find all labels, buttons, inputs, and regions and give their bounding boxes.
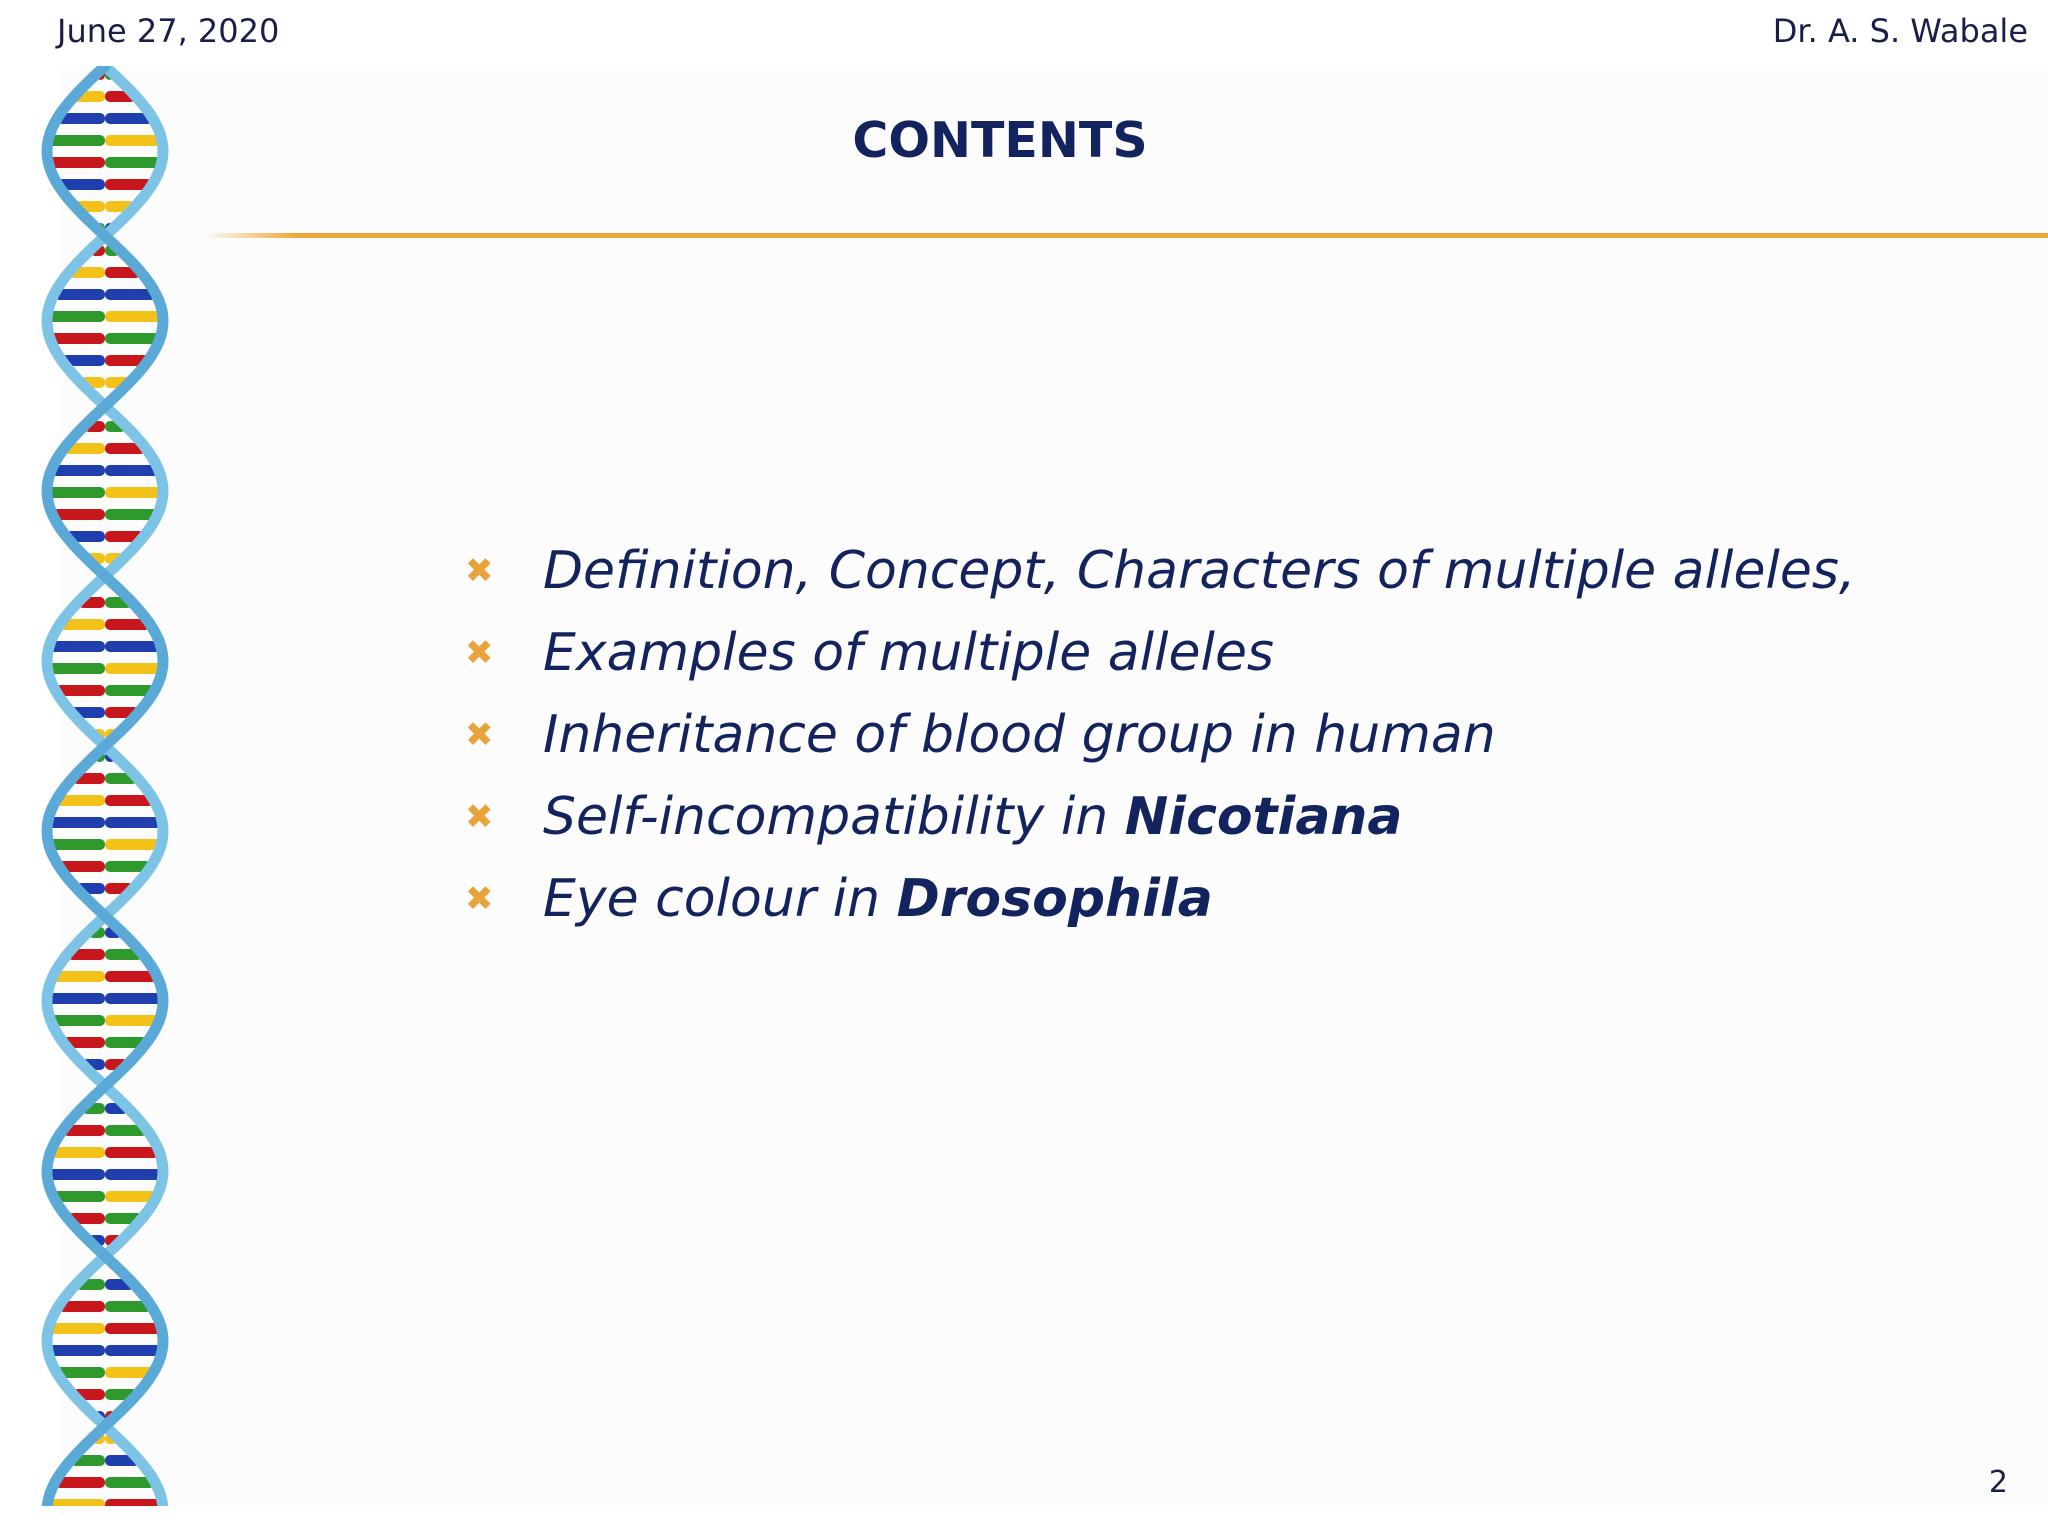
list-item-text: Eye colour in [543, 869, 897, 929]
dna-base-pair [105, 1499, 163, 1506]
dna-base-pair [48, 817, 105, 828]
contents-list [465, 530, 1856, 940]
dna-base-pair [105, 311, 163, 322]
list-item-text: Definition, Concept, Characters of multiple alleles, [543, 541, 1856, 601]
dna-base-pair [105, 817, 162, 828]
dna-base-pair [48, 157, 105, 168]
dna-base-pair [105, 157, 162, 168]
list-item [465, 694, 1856, 776]
list-item-emphasis: Nicotiana [1124, 787, 1403, 847]
list-item [465, 858, 1856, 940]
cross-icon: ✖ [465, 797, 494, 837]
page-number: 2 [1988, 1465, 2008, 1500]
dna-base-pair [49, 641, 105, 652]
cross-icon: ✖ [465, 551, 494, 591]
list-item-text: Examples of multiple alleles [543, 623, 1275, 683]
cross-icon: ✖ [465, 879, 494, 919]
cross-icon: ✖ [465, 633, 494, 673]
dna-base-pair [48, 135, 105, 146]
dna-base-pair [105, 1323, 161, 1334]
dna-base-pair [51, 1015, 105, 1026]
dna-base-pair [47, 1169, 105, 1180]
header-author: Dr. A. S. Wabale [1772, 12, 2028, 50]
dna-base-pair [105, 465, 159, 476]
dna-base-pair [47, 993, 105, 1004]
dna-base-pair [51, 1147, 105, 1158]
dna-base-pair [51, 465, 105, 476]
dna-base-pair [105, 1169, 163, 1180]
list-item [465, 776, 1856, 858]
list-item-text: Inheritance of blood group in human [543, 705, 1496, 765]
list-item [465, 612, 1856, 694]
dna-base-pair [49, 1323, 105, 1334]
title-divider [205, 233, 2048, 238]
dna-base-pair [105, 663, 163, 674]
dna-base-pair [47, 487, 105, 498]
dna-base-pair [105, 641, 161, 652]
slide-title: CONTENTS [852, 112, 1148, 169]
dna-base-pair [49, 839, 105, 850]
cross-icon: ✖ [465, 715, 494, 755]
dna-base-pair [47, 663, 105, 674]
dna-base-pair [105, 135, 162, 146]
dna-base-pair [105, 1345, 162, 1356]
list-item-text: Self-incompatibility in [543, 787, 1125, 847]
dna-base-pair [105, 993, 163, 1004]
header-date: June 27, 2020 [57, 12, 280, 50]
dna-base-pair [48, 1345, 105, 1356]
dna-base-pair [105, 333, 160, 344]
list-item [465, 530, 1856, 612]
dna-base-pair [47, 311, 105, 322]
dna-base-pair [105, 1015, 159, 1026]
dna-base-pair [50, 333, 105, 344]
dna-base-pair [105, 839, 161, 850]
dna-base-pair [105, 1147, 159, 1158]
list-item-emphasis: Drosophila [896, 869, 1213, 929]
dna-base-pair [105, 487, 163, 498]
dna-helix-image [30, 66, 180, 1506]
dna-base-pair [47, 1499, 105, 1506]
